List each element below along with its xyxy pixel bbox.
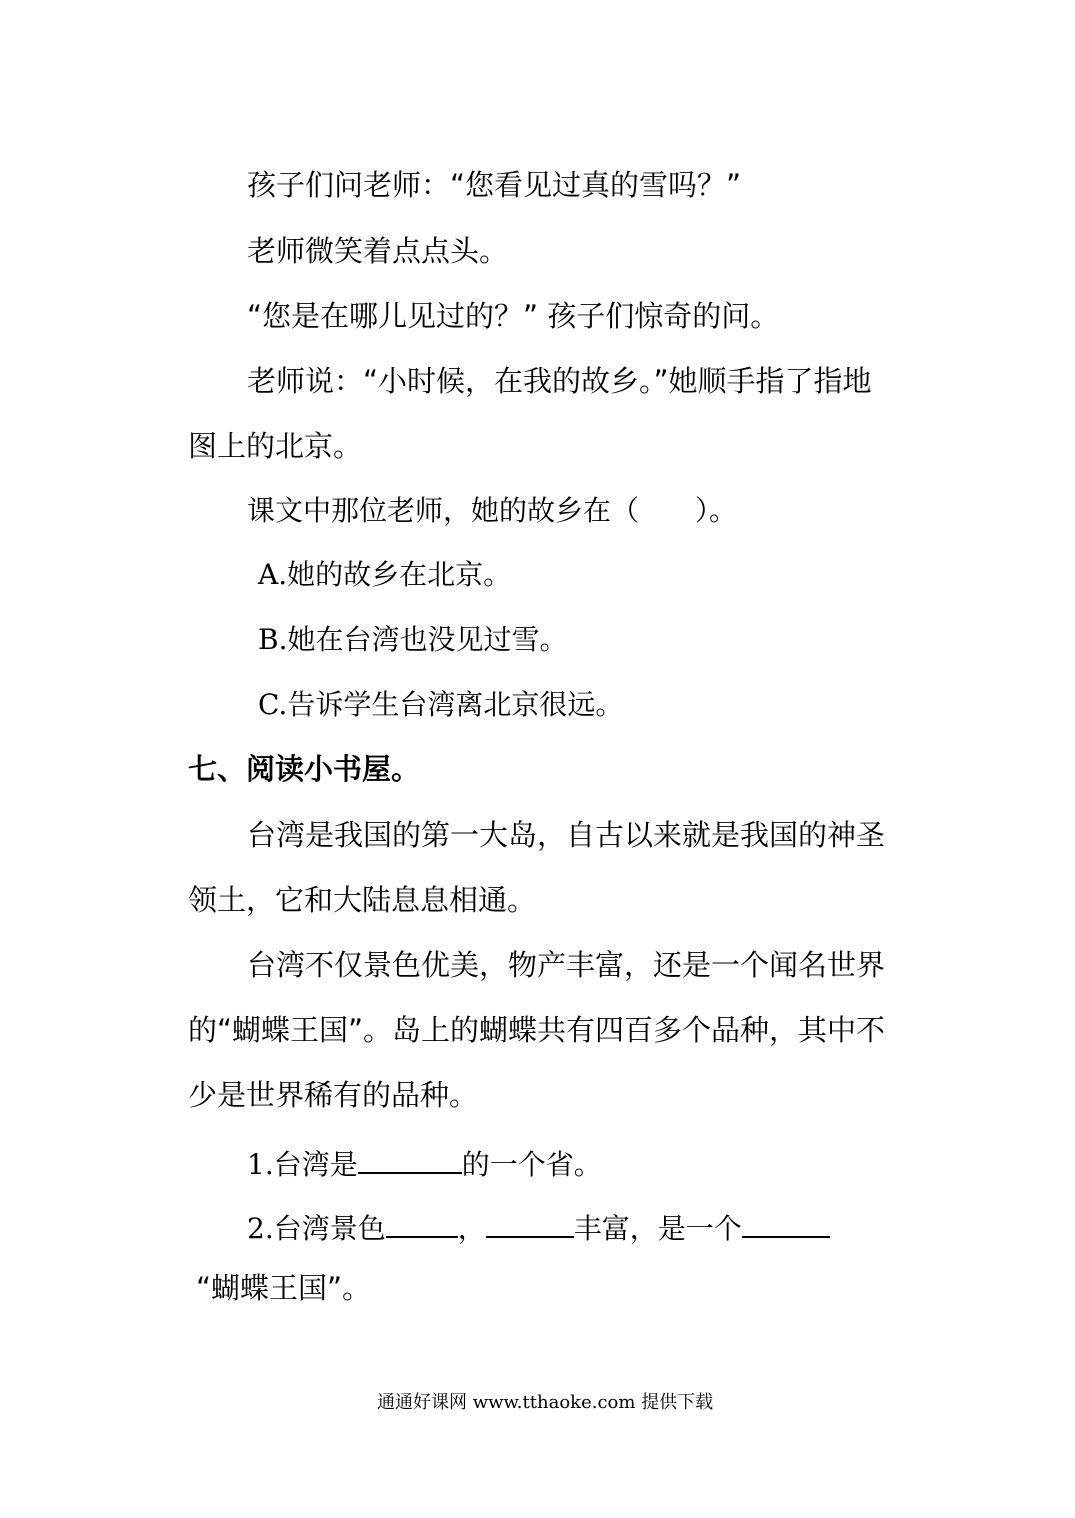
reading-line-2: 领土，它和大陆息息相通。: [188, 883, 537, 917]
fill-question-1: [247, 1146, 602, 1179]
passage-line-where: “您是在哪儿见过的？” 孩子们惊奇的问。: [247, 299, 780, 333]
fill-question-2-mid: 丰富，是一个: [573, 1212, 742, 1245]
fill-question-2-prefix: 2.台湾景色: [247, 1212, 386, 1245]
answer-blank-1[interactable]: [358, 1146, 462, 1174]
reading-line-5: 少是世界稀有的品种。: [188, 1078, 479, 1112]
option-b: B.她在台湾也没见过雪。: [258, 623, 568, 656]
option-c: C.告诉学生台湾离北京很远。: [258, 688, 624, 721]
answer-blank-2b[interactable]: [486, 1210, 574, 1238]
fill-question-2-line2: “蝴蝶王国”。: [196, 1271, 372, 1305]
answer-blank-2c[interactable]: [742, 1210, 830, 1238]
option-a: A.她的故乡在北京。: [258, 558, 512, 591]
passage-line-teacher-says: 老师说：“小时候，在我的故乡。”她顺手指了指地: [247, 364, 872, 398]
reading-line-3: 台湾不仅景色优美，物产丰富，还是一个闻名世界: [247, 948, 886, 982]
reading-line-1: 台湾是我国的第一大岛，自古以来就是我国的神圣: [247, 818, 886, 852]
passage-line-beijing: 图上的北京。: [188, 429, 363, 463]
section-heading: 七、阅读小书屋。: [188, 752, 421, 786]
reading-line-4: 的“蝴蝶王国”。岛上的蝴蝶共有四百多个品种，其中不: [188, 1013, 886, 1047]
passage-line-nod: 老师微笑着点点头。: [247, 234, 509, 268]
fill-question-2: [247, 1210, 830, 1243]
question-stem: 课文中那位老师，她的故乡在（ ）。: [247, 494, 738, 527]
passage-line-question: 孩子们问老师：“您看见过真的雪吗？”: [247, 168, 742, 202]
answer-blank-2a[interactable]: [386, 1210, 458, 1238]
fill-question-1-prefix: 1.台湾是: [247, 1148, 358, 1181]
fill-question-2-comma: ，: [457, 1212, 486, 1245]
fill-question-1-suffix: 的一个省。: [461, 1148, 602, 1181]
footer-credit: 通通好课网 www.tthaoke.com 提供下载: [377, 1392, 714, 1413]
